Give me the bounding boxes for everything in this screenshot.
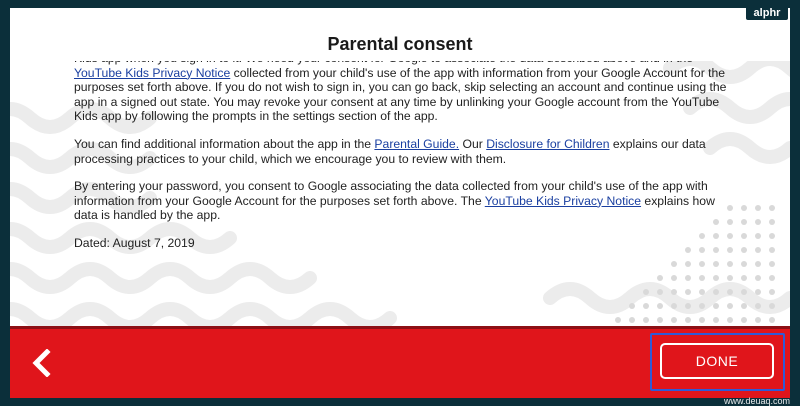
parental-guide-link[interactable]: Parental Guide. (374, 136, 460, 151)
consent-content[interactable] (10, 8, 790, 326)
bar-divider (10, 326, 790, 329)
consent-paragraph-2 (74, 137, 734, 166)
dated-text: Dated: August 7, 2019 (74, 235, 195, 250)
chevron-left-icon (30, 349, 52, 377)
disclosure-for-children-link[interactable]: Disclosure for Children (486, 136, 610, 151)
paragraph-2-mid: Our (459, 136, 487, 151)
paragraph-3-tail: explains how data is handled by the app. (74, 193, 715, 223)
consent-paragraph-1 (74, 51, 734, 124)
consent-text (74, 51, 734, 264)
paragraph-2-text: You can find additional information about the app in the (74, 136, 375, 151)
done-button[interactable]: DONE (660, 343, 774, 379)
paragraph-2-tail: explains our data processing practices to your child, which we encourage you to review with them. (74, 136, 706, 166)
done-focus-highlight (650, 333, 785, 391)
privacy-notice-link[interactable]: YouTube Kids Privacy Notice (74, 65, 231, 80)
app-screen (10, 8, 790, 398)
watermark-logo: alphr (746, 6, 788, 20)
paragraph-1-tail: collected from your child's use of the app with information from your Google Account for the purposes set forth above. If you do not wish to sign in, you can go back, skip selecting an account and continue using the app in a signed out state. You may revoke your consent at any time by unlinking your Google account from the YouTube Kids app by following the prompts in the settings section of the app. (74, 65, 727, 124)
dialog-title: Parental consent (10, 30, 790, 61)
back-button[interactable] (24, 346, 58, 380)
privacy-notice-link-2[interactable]: YouTube Kids Privacy Notice (484, 193, 642, 208)
credit-text: www.deuaq.com (723, 396, 790, 406)
consent-paragraph-3 (74, 179, 734, 223)
paragraph-3-text: By entering your password, you consent to Google associating the data collected from your child's use of the app with information from your Google Account for the purposes set forth above. The (74, 179, 708, 208)
bottom-action-bar (10, 326, 790, 398)
